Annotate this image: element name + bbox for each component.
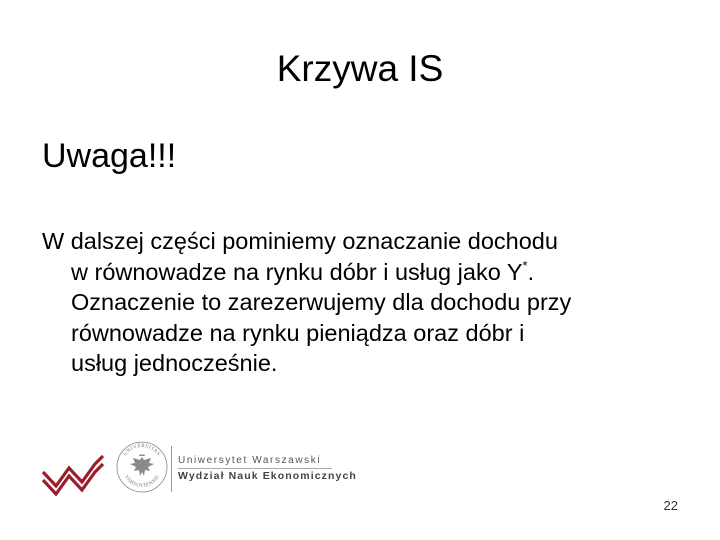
body-text: [42, 226, 702, 379]
warning-heading: Uwaga!!!: [42, 137, 177, 175]
body-line: W dalszej części pominiemy oznaczanie dochodu: [42, 228, 558, 254]
body-line: Oznaczenie to zarezerwujemy dla dochodu przy: [71, 289, 572, 315]
university-seal-logo: [114, 438, 170, 494]
page-number: 22: [663, 498, 678, 513]
faculty-zigzag-logo: [40, 446, 106, 496]
body-line-text: w równowadze na rynku dóbr i usług jako Y: [71, 258, 523, 285]
body-line: równowadze na rynku pieniądza oraz dóbr i: [71, 319, 525, 346]
logo-underline: [178, 468, 332, 469]
university-name: Uniwersytet Warszawski: [178, 455, 322, 466]
body-line: usług jednocześnie.: [71, 350, 278, 376]
faculty-name: Wydział Nauk Ekonomicznych: [178, 470, 357, 482]
svg-text:UNIVERSITAS: UNIVERSITAS: [122, 442, 162, 458]
logo-divider: [171, 446, 172, 492]
svg-text:VARSOVIENSIS: VARSOVIENSIS: [123, 474, 161, 490]
slide-title: Krzywa IS: [276, 48, 444, 89]
period: .: [527, 258, 535, 285]
asterisk-superscript: *: [522, 257, 528, 273]
body-line: [42, 257, 702, 288]
